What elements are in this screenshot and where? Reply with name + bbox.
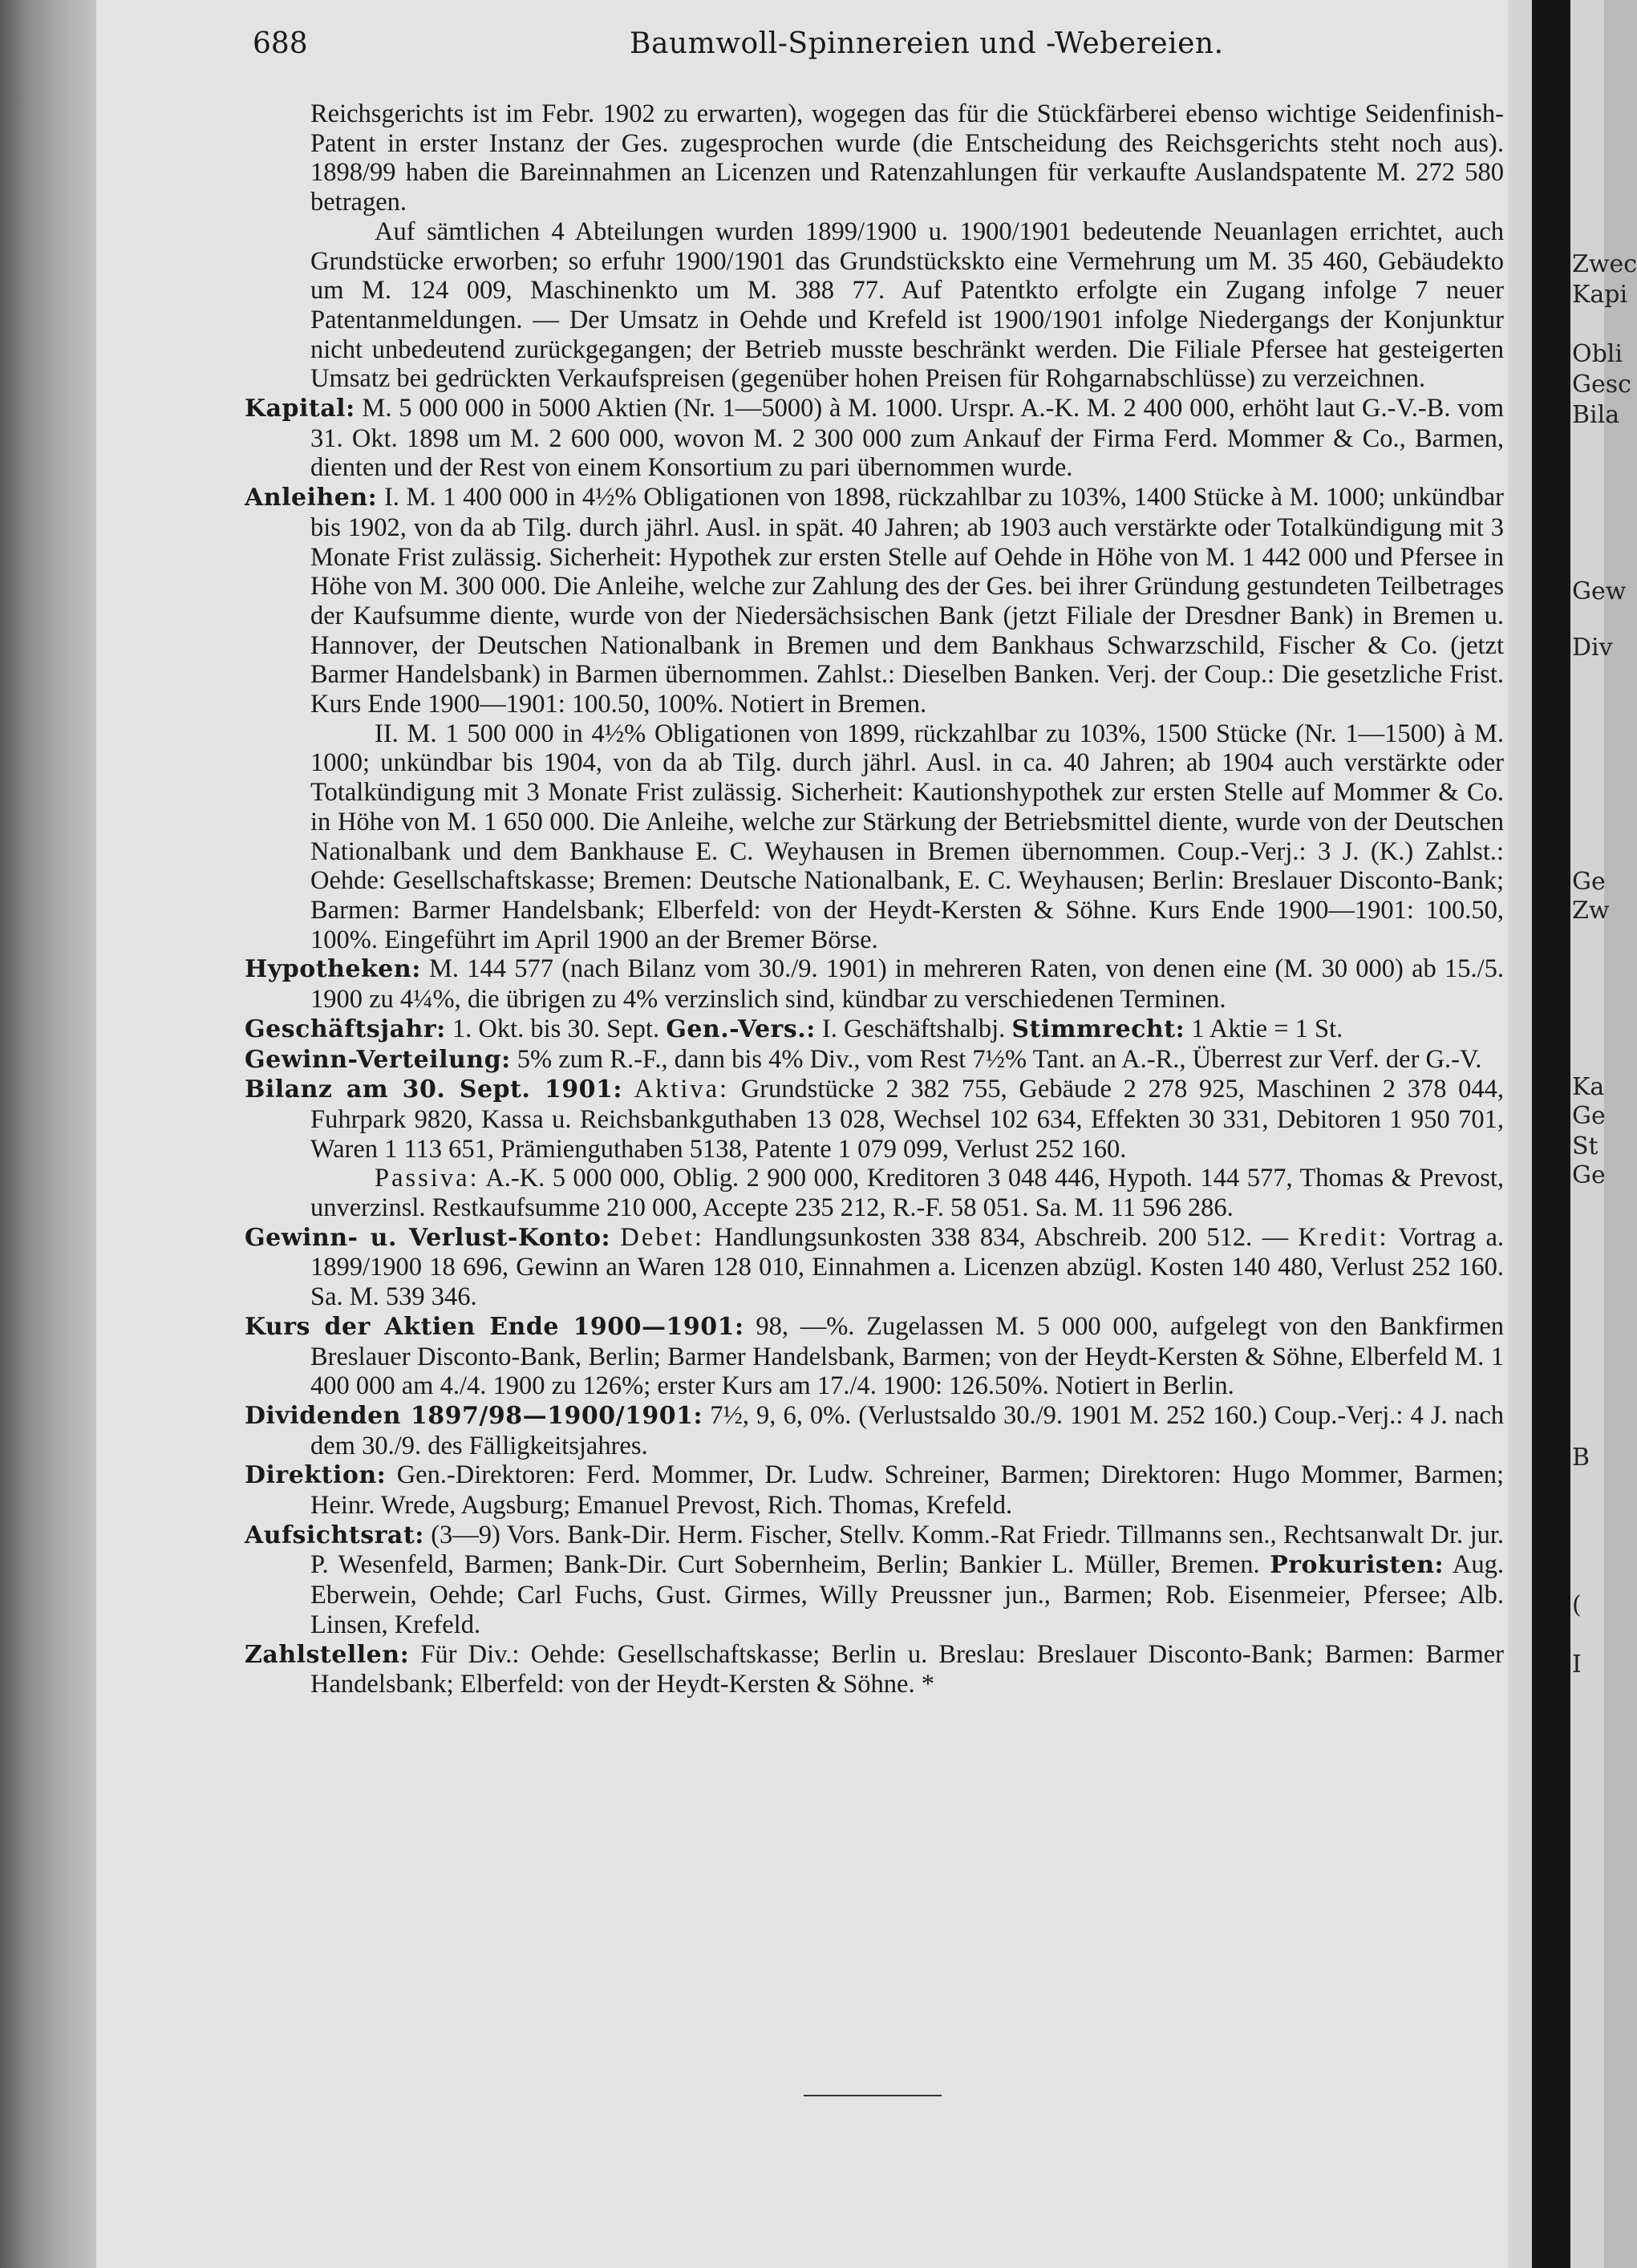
passiva-text: A.-K. 5 000 000, Oblig. 2 900 000, Kreditoren 3 048 446, Hypoth. 144 577, Thomas & Prevost, unverzinsl. Restkaufsumme 210 000, Accepte 235 212, R.-F. 58 051. Sa. M. 11 596 286. bbox=[310, 1164, 1504, 1223]
facing-page-fragment: Ge bbox=[1572, 1161, 1606, 1189]
entry-text-stimmrecht: 1 Aktie = 1 St. bbox=[1191, 1014, 1343, 1043]
kredit-label: Kredit: bbox=[1298, 1222, 1389, 1252]
entry-dividenden bbox=[245, 1401, 1504, 1460]
entry-label: Kurs der Aktien Ende 1900—1901: bbox=[245, 1312, 744, 1341]
entry-label-stimmrecht: Stimmrecht: bbox=[1011, 1015, 1185, 1043]
entry-label: Gewinn-Verteilung: bbox=[245, 1045, 511, 1074]
debet-text: Handlungsunkosten 338 834, Abschreib. 200 512. — bbox=[714, 1222, 1289, 1252]
paragraph: Auf sämtlichen 4 Abteilungen wurden 1899/1900 u. 1900/1901 bedeutende Neuanlagen errichtet, auch Grundstücke erworben; so erfuhr 1900/1901 das Grundstückskto eine Vermehrung um M. 35 460, Gebäudekto um M. 124 009, Maschinenkto um M. 388 77. Auf Patentkto erfolgte ein Zugang infolge 7 neuer Patentanmeldungen. — Der Umsatz in Oehde und Krefeld ist 1900/1901 infolge Niedergangs der Konjunktur nicht unbedeutend zurückgegangen; der Betrieb musste beschränkt werden. Die Filiale Pfersee hat gesteigerten Umsatz bei gedrückten Verkaufspreisen (gegenüber hohen Preisen für Rohgarnabschlüsse) zu verzeichnen. bbox=[310, 217, 1504, 394]
prokuristen-text: Aug. Eberwein, Oehde; Carl Fuchs, Gust. Girmes, Willy Preussner jun., Barmen; Rob. Eisenmeier, Pfersee; Alb. Linsen, Krefeld. bbox=[310, 1550, 1504, 1639]
entry-label: Geschäftsjahr: bbox=[245, 1015, 446, 1043]
entry-direktion bbox=[245, 1460, 1504, 1520]
entry-label: Gewinn- u. Verlust-Konto: bbox=[245, 1223, 611, 1252]
facing-page-fragment: Gew bbox=[1572, 577, 1627, 605]
facing-page-fragment: St bbox=[1572, 1132, 1599, 1160]
entry-text: 1. Okt. bis 30. Sept. bbox=[452, 1014, 660, 1043]
entry-geschaeftsjahr bbox=[245, 1015, 1504, 1045]
entry-text-gv: I. Geschäftshalbj. bbox=[821, 1014, 1006, 1043]
entry-text: Für Div.: Oehde: Gesellschaftskasse; Berlin u. Breslau: Breslauer Disconto-Bank; Barmen: Barmer Handelsbank; Elberfeld: von der Heydt-Kersten & Söhne. * bbox=[310, 1639, 1505, 1699]
entry-label: Dividenden 1897/98—1900/1901: bbox=[245, 1401, 703, 1430]
entry-bilanz-passiva bbox=[245, 1164, 1504, 1222]
facing-page-fragment: Gesc bbox=[1572, 371, 1631, 399]
entry-kurs bbox=[245, 1312, 1504, 1401]
facing-page-fragment: ( bbox=[1572, 1591, 1582, 1619]
aktiva-label: Aktiva: bbox=[634, 1075, 730, 1104]
entry-label: Zahlstellen: bbox=[245, 1640, 410, 1669]
entry-bilanz bbox=[245, 1075, 1504, 1164]
entry-text: M. 5 000 000 in 5000 Aktien (Nr. 1—5000) à M. 1000. Urspr. A.-K. M. 2 400 000, erhöht laut G.-V.-B. vom 31. Okt. 1898 um M. 2 600 000, wovon M. 2 300 000 zum Ankauf der Firma Ferd. Mommer & Co., Barmen, dienten und der Rest von einem Konsortium zu pari übernommen wurde. bbox=[310, 394, 1505, 483]
end-rule bbox=[804, 2095, 942, 2096]
facing-page-fragment: Zwec bbox=[1572, 250, 1637, 278]
book-spine-shadow bbox=[0, 0, 96, 2268]
entry-guv bbox=[245, 1223, 1504, 1312]
entry-text: (3—9) Vors. Bank-Dir. Herm. Fischer, Stellv. Komm.-Rat Friedr. Tillmanns sen., Rechtsanwalt Dr. jur. P. Wesenfeld, Barmen; Bank-Dir. Curt Sobernheim, Berlin; Bankier L. Müller, Bremen. bbox=[310, 1520, 1505, 1580]
page-header bbox=[253, 27, 1504, 67]
entry-text: 5% zum R.-F., dann bis 4% Div., vom Rest 7½% Tant. an A.-R., Überrest zur Verf. der G.-V. bbox=[517, 1044, 1482, 1074]
entry-kapital bbox=[245, 394, 1504, 483]
entry-text: 7½, 9, 6, 0%. (Verlustsaldo 30./9. 1901 M. 252 160.) Coup.-Verj.: 4 J. nach dem 30./9. des Fälligkeitsjahres. bbox=[310, 1400, 1505, 1460]
entry-label: Direktion: bbox=[245, 1461, 387, 1490]
entry-anleihen-ii: II. M. 1 500 000 in 4½% Obligationen von 1899, rückzahlbar zu 103%, 1500 Stücke (Nr. 1—1500) à M. 1000; unkündbar bis 1904, von da ab Tilg. durch jährl. Ausl. in ca. 40 Jahren; ab 1904 auch verstärkte oder Totalkündigung mit 3 Monate Frist zulässig. Sicherheit: Kautionshypothek zur ersten Stelle auf Mommer & Co. in Höhe von M. 1 650 000. Die Anleihe, welche zur Stärkung der Betriebsmittel diente, wurde von der Deutschen Nationalbank und dem Bankhause E. C. Weyhausen in Bremen übernommen. Coup.-Verj.: 3 J. (K.) Zahlst.: Oehde: Gesellschaftskasse; Bremen: Deutsche Nationalbank, E. C. Weyhausen; Berlin: Breslauer Disconto-Bank; Barmen: Barmer Handelsbank; Elberfeld: von der Heydt-Kersten & Söhne. Kurs Ende 1900—1901: 100.50, 100%. Eingeführt im April 1900 an der Bremer Börse. bbox=[310, 719, 1504, 954]
entry-text: Gen.-Direktoren: Ferd. Mommer, Dr. Ludw. Schreiner, Barmen; Direktoren: Hugo Mommer, Barmen; Heinr. Wrede, Augsburg; Emanuel Prevost, Rich. Thomas, Krefeld. bbox=[310, 1460, 1504, 1521]
entry-label: Hypotheken: bbox=[245, 955, 421, 984]
facing-page-fragment: Div bbox=[1572, 634, 1613, 662]
passiva-label: Passiva: bbox=[375, 1164, 480, 1193]
facing-page-edge bbox=[1508, 0, 1637, 2268]
entry-hypotheken bbox=[245, 954, 1504, 1014]
facing-page-fragment: Kapi bbox=[1572, 281, 1628, 309]
kredit-text: Vortrag a. 1899/1900 18 696, Gewinn an Waren 128 010, Einnahmen a. Licenzen abzügl. Kosten 140 480, Verlust 252 160. Sa. M. 539 346. bbox=[310, 1222, 1505, 1312]
running-title: Baumwoll-Spinnereien und -Webereien. bbox=[630, 27, 1224, 60]
entry-text: M. 144 577 (nach Bilanz vom 30./9. 1901) in mehreren Raten, von denen eine (M. 30 000) ab 15./5. 1900 zu 4¼%, die übrigen zu 4% verzinslich sind, kündbar zu verschiedenen Terminen. bbox=[310, 954, 1504, 1015]
binding-shadow bbox=[1532, 0, 1570, 2268]
entry-aufsichtsrat bbox=[245, 1521, 1504, 1640]
entry-anleihen bbox=[245, 483, 1504, 719]
entry-text: 98, —%. Zugelassen M. 5 000 000, aufgelegt von den Bankfirmen Breslauer Disconto-Bank, Berlin; Barmer Handelsbank, Barmen; von der Heydt-Kersten & Söhne, Elberfeld M. 1 400 000 am 4./4. 1900 zu 126%; erster Kurs am 17./4. 1900: 126.50%. Notiert in Berlin. bbox=[310, 1311, 1505, 1401]
entry-label: Aufsichtsrat: bbox=[245, 1521, 424, 1549]
facing-page-fragment: I bbox=[1572, 1650, 1582, 1679]
entry-label: Kapital: bbox=[245, 395, 355, 423]
facing-page-fragment: Bila bbox=[1572, 401, 1620, 429]
page-body bbox=[245, 99, 1504, 1699]
facing-page-fragment: Obli bbox=[1572, 340, 1623, 368]
entry-zahlstellen bbox=[245, 1640, 1504, 1699]
prokuristen-label: Prokuristen: bbox=[1270, 1551, 1445, 1580]
facing-page-fragment: Ge bbox=[1572, 1102, 1606, 1130]
paragraph: Reichsgerichts ist im Febr. 1902 zu erwarten), wogegen das für die Stückfärberei ebenso wichtige Seidenfinish-Patent in erster Instanz der Ges. zugesprochen wurde (die Entscheidung des Reichsgerichts steht noch aus). 1898/99 haben die Bareinnahmen an Licenzen und Ratenzahlungen für verkaufte Auslandspatente M. 272 580 betragen. bbox=[310, 99, 1504, 217]
facing-page-fragment: B bbox=[1572, 1444, 1590, 1472]
facing-page-fragment: Zw bbox=[1572, 897, 1610, 925]
entry-gewinnverteilung bbox=[245, 1045, 1504, 1075]
entry-label: Bilanz am 30. Sept. 1901: bbox=[245, 1075, 622, 1104]
page-number: 688 bbox=[253, 27, 308, 60]
entry-label: Anleihen: bbox=[245, 484, 378, 512]
entry-text: I. M. 1 400 000 in 4½% Obligationen von 1898, rückzahlbar zu 103%, 1400 Stücke à M. 1000; unkündbar bis 1902, von da ab Tilg. durch jährl. Ausl. in spät. 40 Jahren; ab 1903 auch verstärkte oder Totalkündigung mit 3 Monate Frist zulässig. Sicherheit: Hypothek zur ersten Stelle auf Oehde in Höhe von M. 1 442 000 und Pfersee in Höhe von M. 300 000. Die Anleihe, welche zur Zahlung des der Ges. bei ihrer Gründung gestundeten Teilbetrages der Kaufsumme diente, wurde von der Niedersächsischen Bank (jetzt Filiale der Dresdner Bank) in Bremen u. Hannover, der Deutschen Nationalbank in Bremen und dem Bankhaus Schwarzschild, Fischer & Co. (jetzt Barmer Handelsbank) in Barmen übernommen. Zahlst.: Dieselben Banken. Verj. der Coup.: Die gesetzliche Frist. Kurs Ende 1900—1901: 100.50, 100%. Notiert in Bremen. bbox=[310, 483, 1504, 719]
entry-label-gv: Gen.-Vers.: bbox=[666, 1015, 816, 1043]
facing-page-fragment: Ge bbox=[1572, 868, 1606, 896]
aktiva-text: Grundstücke 2 382 755, Gebäude 2 278 925, Maschinen 2 378 044, Fuhrpark 9820, Kassa u. Reichsbankguthaben 13 028, Wechsel 102 634, Effekten 30 331, Debitoren 1 950 701, Waren 1 113 651, Prämienguthaben 5138, Patente 1 079 099, Verlust 252 160. bbox=[310, 1075, 1505, 1164]
facing-page-fragment: Ka bbox=[1572, 1073, 1605, 1101]
debet-label: Debet: bbox=[620, 1222, 705, 1252]
